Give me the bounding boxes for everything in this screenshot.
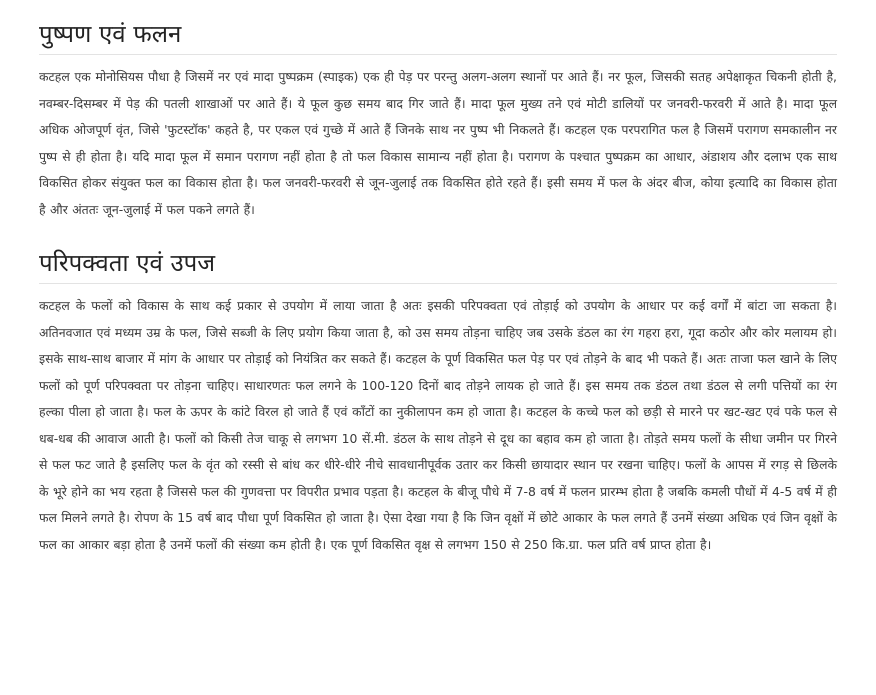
section-paragraph: कटहल एक मोनोसियस पौधा है जिसमें नर एवं मादा पुष्पक्रम (स्पाइक) एक ही पेड़ पर परन्तु अलग-अलग स्थानों पर आते हैं। नर फूल, जिसकी सतह अपेक्षाकृत चिकनी होती है, नवम्बर-दिसम्बर में पेड़ की पतली शाखाओं पर आते हैं। ये फूल कुछ समय बाद गिर जाते हैं। मादा फूल मुख्य तने एवं मोटी डालियों पर जनवरी-फरवरी में आते है। मादा फूल अधिक ओजपूर्ण वृंत, जिसे 'फुटस्टॉक' कहते है, पर एकल एवं गुच्छे में आते हैं जिनके साथ नर पुष्प भी निकलते हैं। कटहल एक परपरागित फल है जिसमें परागण समकालीन नर पुष्प से ही होता है। यदि मादा फूल में समान परागण नहीं होता है तो फल विकास सामान्य नहीं होता है। परागण के पश्चात पुष्पक्रम का आधार, अंडाशय और दलाभ एक साथ विकसित होकर संयुक्त फल का विकास होता है। फल जनवरी-फरवरी से जून-जुलाई तक विकसित होते रहते हैं। इसी समय में फल के अंदर बीज, कोया इत्यादि का विकास होता है और अंततः जून-जुलाई में फल पकने लगते हैं। <box>39 69 837 217</box>
article-content <box>39 18 837 558</box>
section-heading: पुष्पण एवं फलन <box>39 18 837 55</box>
section-heading: परिपक्वता एवं उपज <box>39 247 837 284</box>
section-paragraph: कटहल के फलों को विकास के साथ कई प्रकार से उपयोग में लाया जाता है अतः इसकी परिपक्वता एवं तोड़ाई को उपयोग के आधार पर कई वर्गों में बांटा जा सकता है। अतिनवजात एवं मध्यम उम्र के फल, जिसे सब्जी के लिए प्रयोग किया जाता है, को उस समय तोड़ना चाहिए जब उसके डंठल का रंग गहरा हरा, गूदा कठोर और कोर मलायम हो। इसके साथ-साथ बाजार में मांग के आधार पर तोड़ाई को नियंत्रित कर सकते हैं। कटहल के पूर्ण विकसित फल पेड़ पर एवं तोड़ने के बाद भी पकते हैं। अतः ताजा फल खाने के लिए फलों को पूर्ण परिपक्वता पर तोड़ना चाहिए। साधारणतः फल लगने के 100-120 दिनों बाद तोड़ने लायक हो जाते हैं। इस समय तक डंठल तथा डंठल से लगी पत्तियों का रंग हल्का पीला हो जाता है। फल के ऊपर के कांटे विरल हो जाते हैं एवं काँटों का नुकीलापन कम हो जाता है। कटहल के कच्चे फल को छड़ी से मारने पर खट-खट एवं पके फल से धब-धब की आवाज आती है। फलों को किसी तेज चाकू से लगभग 10 सें.मी. डंठल के साथ तोड़ने से दूध का बहाव कम हो जाता है। तोड़ते समय फलों के सीधा जमीन पर गिरने से फल फट जाते है इसलिए फल के वृंत को रस्सी से बांध कर धीरे-धीरे नीचे सावधानीपूर्वक उतार कर किसी छायादार स्थान पर रखना चाहिए। फलों के आपस में रगड़ से छिलके के भूरे होने का भय रहता है जिससे फल की गुणवत्ता पर विपरीत प्रभाव पड़ता है। कटहल के बीजू पौधे में 7-8 वर्ष में फलन प्रारम्भ होता है जबकि कमली पौधों में 4-5 वर्ष में ही फल मिलने लगते है। रोपण के 15 वर्ष बाद पौधा पूर्ण विकसित हो जाता है। ऐसा देखा गया है कि जिन वृक्षों में छोटे आकार के फल लगते हैं उनमें संख्या अधिक एवं जिन वृक्षों के फल का आकार बड़ा होता है उनमें फलों की संख्या कम होती है। एक पूर्ण विकसित वृक्ष से लगभग 150 से 250 कि.ग्रा. फल प्रति वर्ष प्राप्त होता है। <box>39 298 837 552</box>
section-flowering-fruiting <box>39 18 837 223</box>
section-maturity-yield <box>39 247 837 558</box>
